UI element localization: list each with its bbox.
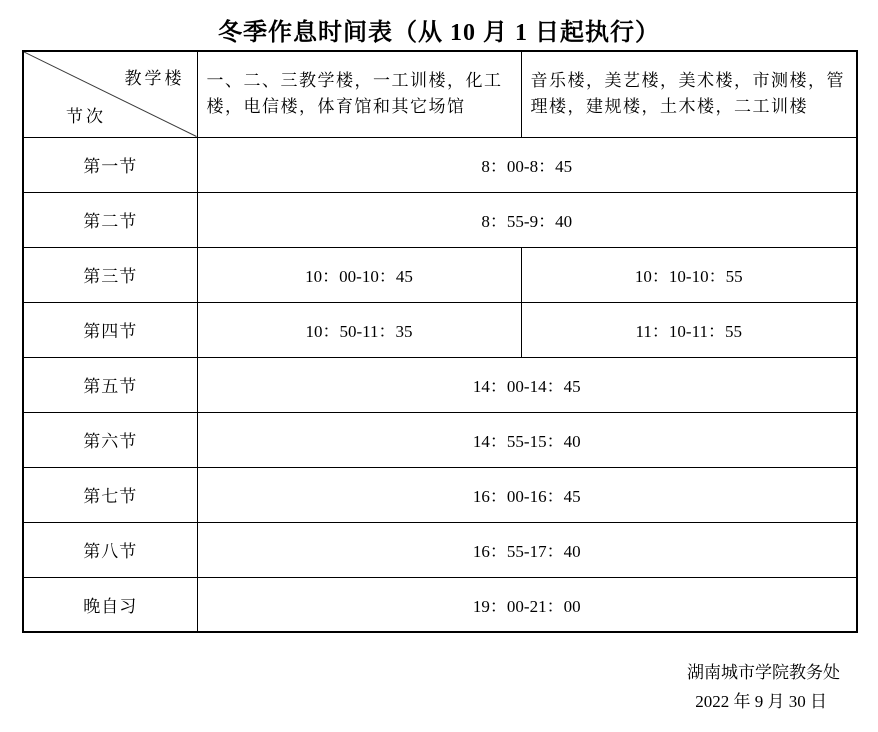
corner-label-buildings: 教学楼	[124, 69, 185, 88]
table-row-period-5	[23, 357, 857, 412]
period-label: 第一节	[23, 137, 197, 192]
time-value: 16：55-17：40	[197, 522, 857, 577]
period-label: 第三节	[23, 247, 197, 302]
table-row-period-1	[23, 137, 857, 192]
footer	[0, 659, 878, 717]
schedule-table	[22, 50, 858, 633]
time-value-buildings-a: 10：00-10：45	[197, 247, 521, 302]
page-title: 冬季作息时间表（从 10 月 1 日起执行）	[218, 20, 660, 46]
period-label: 第七节	[23, 467, 197, 522]
issue-date: 2022 年 9 月 30 日	[695, 691, 827, 711]
time-value: 14：55-15：40	[197, 412, 857, 467]
period-label: 第二节	[23, 192, 197, 247]
table-row-period-4	[23, 302, 857, 357]
corner-cell	[23, 51, 197, 137]
period-label: 第八节	[23, 522, 197, 577]
time-value-buildings-b: 11：10-11：55	[521, 302, 857, 357]
time-value: 8：55-9：40	[197, 192, 857, 247]
time-value-buildings-a: 10：50-11：35	[197, 302, 521, 357]
period-label: 第六节	[23, 412, 197, 467]
issuing-office: 湖南城市学院教务处	[687, 663, 840, 682]
table-row-period-6	[23, 412, 857, 467]
table-row-period-7	[23, 467, 857, 522]
time-value: 19：00-21：00	[197, 577, 857, 632]
corner-label-periods: 节次	[66, 106, 106, 126]
period-label: 第五节	[23, 357, 197, 412]
table-row-period-8	[23, 522, 857, 577]
time-value-buildings-b: 10：10-10：55	[521, 247, 857, 302]
period-label: 第四节	[23, 302, 197, 357]
table-row-evening-study	[23, 577, 857, 632]
column-header-buildings-b: 音乐楼，美艺楼，美术楼，市测楼，管理楼，建规楼，土木楼，二工训楼	[521, 51, 857, 137]
time-value: 8：00-8：45	[197, 137, 857, 192]
period-label: 晚自习	[23, 577, 197, 632]
header-row	[23, 51, 857, 137]
time-value: 16：00-16：45	[197, 467, 857, 522]
column-header-buildings-a: 一、二、三教学楼，一工训楼，化工楼，电信楼，体育馆和其它场馆	[197, 51, 521, 137]
table-row-period-3	[23, 247, 857, 302]
table-row-period-2	[23, 192, 857, 247]
time-value: 14：00-14：45	[197, 357, 857, 412]
